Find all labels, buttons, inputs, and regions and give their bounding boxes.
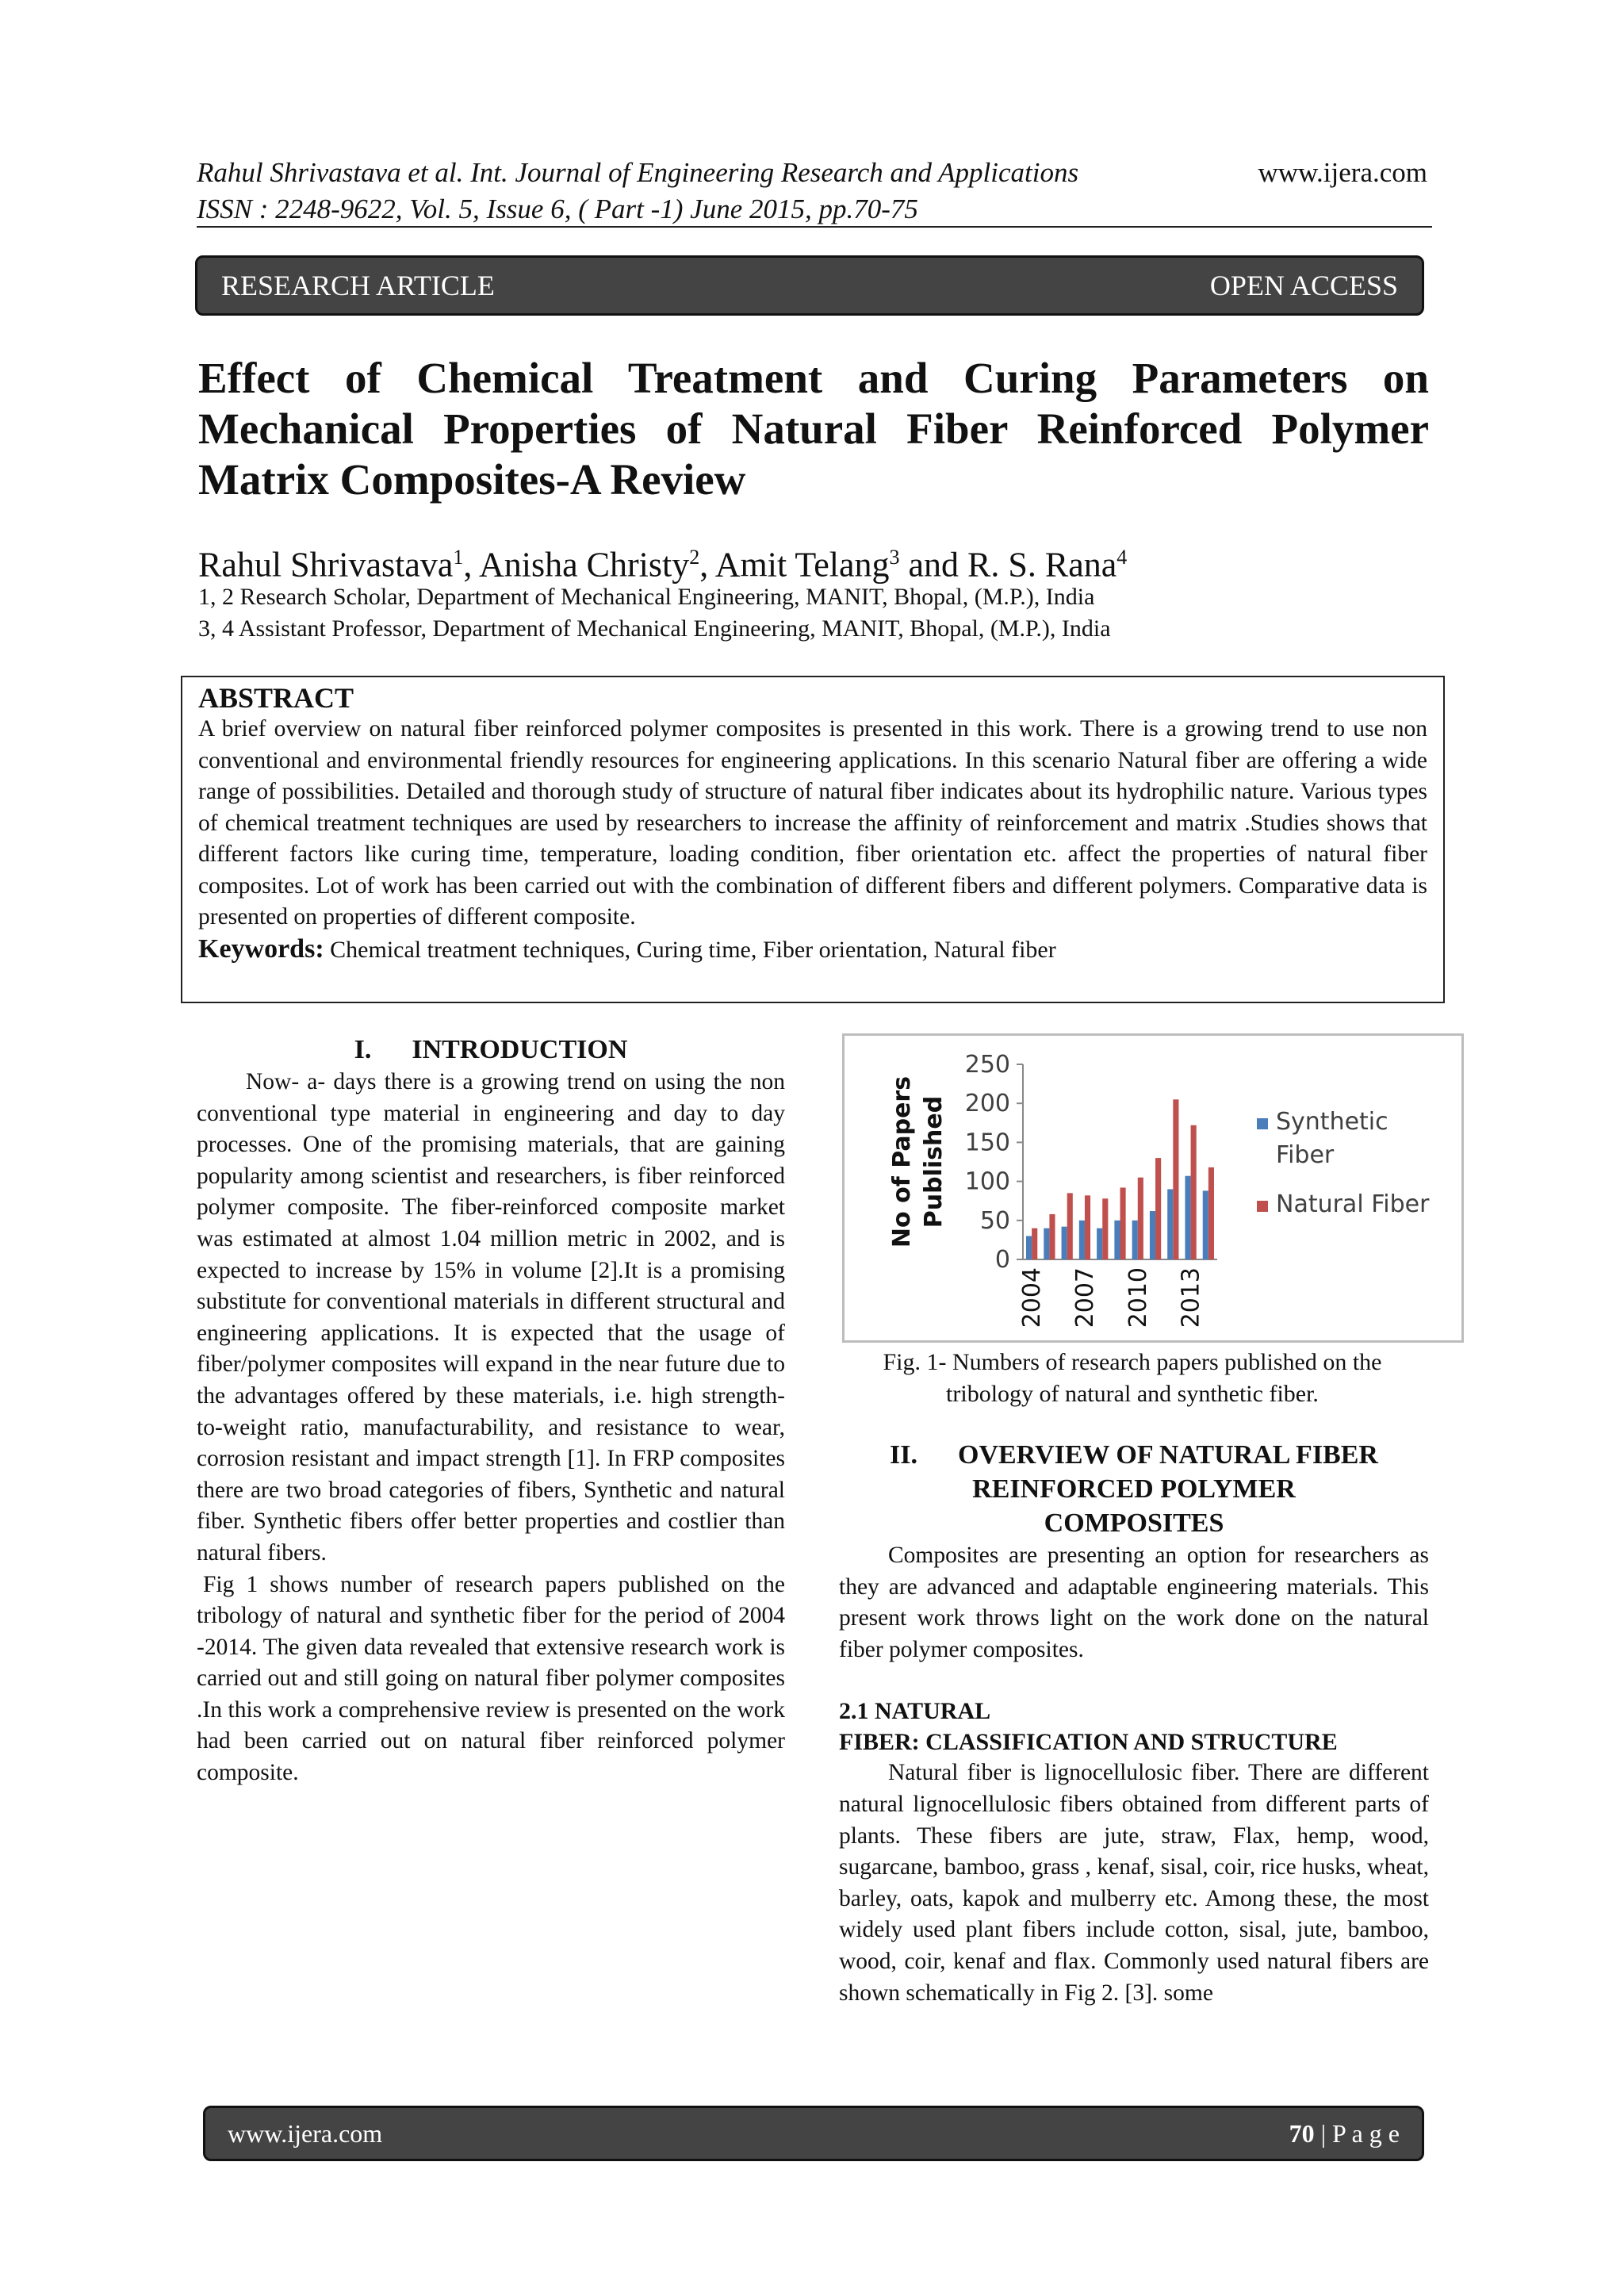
author-marker: 2	[689, 546, 700, 569]
journal-citation: Rahul Shrivastava et al. Int. Journal of Engineering Research and Applications	[197, 157, 1079, 188]
subsection-2-1-heading: FIBER: CLASSIFICATION AND STRUCTURE	[839, 1729, 1338, 1756]
section-2	[839, 1438, 1429, 2009]
page-label: | P a g e	[1314, 2118, 1400, 2148]
bar-natural	[1049, 1214, 1055, 1259]
bar-natural	[1208, 1167, 1214, 1259]
figure-1-frame	[842, 1033, 1464, 1343]
affiliation-line: 3, 4 Assistant Professor, Department of Mechanical Engineering, MANIT, Bhopal, (M.P.), India	[198, 615, 1111, 642]
bar-synthetic	[1044, 1228, 1049, 1259]
figure-1-caption: Fig. 1- Numbers of research papers published on the tribology of natural and synthetic fiber.	[883, 1349, 1382, 1407]
keywords-text: Chemical treatment techniques, Curing time, Fiber orientation, Natural fiber	[330, 936, 1056, 963]
affiliation-line: 1, 2 Research Scholar, Department of Mechanical Engineering, MANIT, Bhopal, (M.P.), India	[198, 584, 1095, 610]
header-divider	[197, 226, 1432, 228]
legend-swatch	[1257, 1118, 1268, 1129]
research-article-label: RESEARCH ARTICLE	[221, 270, 495, 301]
bar-synthetic	[1203, 1190, 1208, 1259]
author-name: , Amit Telang	[699, 545, 890, 585]
abstract-box	[181, 676, 1445, 1003]
bar-synthetic	[1026, 1236, 1032, 1259]
bar-synthetic	[1097, 1228, 1102, 1259]
author-marker: 1	[453, 546, 464, 569]
footer-website[interactable]: www.ijera.com	[228, 2118, 383, 2148]
section-2-heading: REINFORCED POLYMER	[972, 1474, 1296, 1504]
y-axis-label: No of Papers	[888, 1075, 916, 1248]
bar-natural	[1102, 1198, 1108, 1259]
abstract-text: A brief overview on natural fiber reinforced polymer composites is presented in this work. There is a growing trend to use non conventional and environmental friendly resources for engineering applications. In this scenario Natural fiber are offering a wide range of possibilities. Detailed and thorough study of structure of natural fiber indicates about its hydrophilic nature. Various types of chemical treatment techniques are used by researchers to increase the affinity of reinforcement and matrix .Studies shows that different factors like curing time, temperature, loading condition, fiber orientation etc. affect the properties of natural fiber composites. Lot of work has been carried out with the combination of different fibers and different polymers. Comparative data is presented on properties of different composite.	[198, 716, 1427, 930]
section-2-heading: COMPOSITES	[1044, 1508, 1224, 1538]
bar-natural	[1085, 1195, 1090, 1259]
y-tick-label: 200	[964, 1090, 1010, 1118]
author-marker: 4	[1116, 546, 1128, 569]
bar-synthetic	[1167, 1189, 1173, 1259]
bar-synthetic	[1062, 1227, 1067, 1259]
left-column	[197, 1033, 785, 1789]
introduction-paragraph: Fig 1 shows number of research papers published on the tribology of natural and synthetic fiber for the period of 2004 -2014. The given data revealed that extensive research work is carried out and still going on natural fiber polymer composites .In this work a comprehensive review is presented on the work had been carried out on natural fiber reinforced polymer composite.	[197, 1571, 785, 1786]
bar-synthetic	[1114, 1221, 1120, 1259]
journal-issn: ISSN : 2248-9622, Vol. 5, Issue 6, ( Part -1) June 2015, pp.70-75	[197, 194, 918, 224]
journal-header	[197, 155, 1078, 228]
legend-swatch	[1257, 1201, 1268, 1212]
section-2-paragraph: Composites are presenting an option for researchers as they are advanced and adaptable engineering materials. This present work throws light on the work done on the natural fiber polymer composites.	[839, 1543, 1429, 1662]
bar-natural	[1138, 1178, 1143, 1259]
x-tick-label: 2013	[1177, 1267, 1205, 1328]
keywords-label: Keywords:	[198, 933, 324, 964]
bar-synthetic	[1079, 1221, 1085, 1259]
author-name: Rahul Shrivastava	[198, 545, 454, 585]
y-tick-label: 0	[994, 1246, 1010, 1274]
bar-natural	[1067, 1193, 1073, 1259]
x-tick-label: 2007	[1071, 1267, 1099, 1328]
journal-website[interactable]: www.ijera.com	[1258, 157, 1427, 188]
introduction-paragraph: Now- a- days there is a growing trend on using the non conventional type material in engineering and day to day processes. One of the promising materials, that are gaining popularity among scientist and researchers, is fiber reinforced polymer composite. The fiber-reinforced composite market was estimated at almost 1.04 million metric in 2002, and is expected to increase by 15% in volume [2].It is a promising substitute for conventional materials in different structural and engineering applications. It is expected that the usage of fiber/polymer composites will expand in the near future due to the advantages offered by these materials, i.e. high strength-to-weight ratio, manufacturability, and resistance to wear, corrosion resistant and impact strength [1]. In FRP composites there are two broad categories of fibers, Synthetic and natural fiber. Synthetic fibers offer better properties and costlier than natural fibers.	[197, 1069, 785, 1566]
subsection-2-1-paragraph: Natural fiber is lignocellulosic fiber. There are different natural lignocellulosic fibers obtained from different parts of plants. These fibers are jute, straw, Flax, hemp, wood, sugarcane, bamboo, grass , kenaf, sisal, coir, rice husks, wheat, barley, oats, kapok and mulberry etc. Among these, the most widely used plant fibers include cotton, sisal, jute, bamboo, wood, coir, kenaf and flax. Commonly used natural fibers are shown schematically in Fig 2. [3]. some	[839, 1760, 1429, 2006]
bar-natural	[1032, 1228, 1037, 1259]
abstract-heading: ABSTRACT	[198, 682, 354, 714]
bar-synthetic	[1185, 1176, 1190, 1259]
paper-title: Effect of Chemical Treatment and Curing Parameters on Mechanical Properties of Natural Fiber Reinforced Polymer Matrix Composites-A Review	[198, 354, 1429, 504]
y-tick-label: 150	[964, 1129, 1010, 1157]
introduction-heading: I. INTRODUCTION	[354, 1035, 628, 1064]
article-type-banner	[195, 255, 1424, 316]
open-access-label: OPEN ACCESS	[1209, 270, 1398, 301]
y-tick-label: 100	[964, 1167, 1010, 1196]
bar-synthetic	[1132, 1221, 1138, 1259]
page-number-label	[1289, 2119, 1400, 2148]
keywords	[198, 933, 1427, 966]
y-axis-label: Published	[920, 1095, 948, 1228]
author-name: , Anisha Christy	[463, 545, 690, 585]
subsection-2-1-heading: 2.1 NATURAL	[839, 1698, 991, 1725]
bar-natural	[1173, 1099, 1178, 1259]
bar-natural	[1120, 1187, 1126, 1259]
bar-natural	[1155, 1158, 1161, 1259]
y-tick-label: 50	[979, 1206, 1010, 1235]
y-tick-label: 250	[964, 1051, 1010, 1079]
affiliations	[198, 581, 1111, 645]
bar-natural	[1191, 1125, 1197, 1259]
section-2-heading: II. OVERVIEW OF NATURAL FIBER	[890, 1440, 1378, 1470]
page-number: 70	[1289, 2118, 1315, 2148]
bar-synthetic	[1150, 1211, 1155, 1259]
legend-label: Natural Fiber	[1276, 1190, 1430, 1218]
papers-published-chart	[845, 1036, 1461, 1340]
x-tick-label: 2004	[1018, 1267, 1047, 1328]
legend-label: Synthetic Fiber	[1276, 1108, 1388, 1169]
author-name: and R. S. Rana	[899, 545, 1117, 585]
author-list	[198, 535, 1127, 588]
x-tick-label: 2010	[1124, 1267, 1152, 1328]
page-footer	[203, 2106, 1424, 2161]
author-marker: 3	[889, 546, 900, 569]
